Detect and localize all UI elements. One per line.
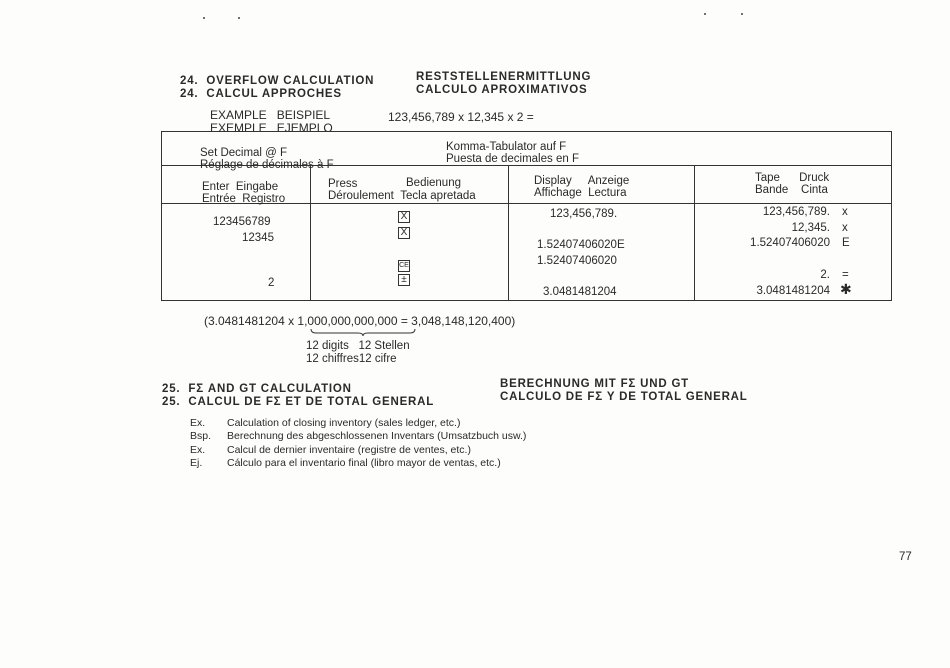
tape-value: 3.0481481204: [756, 285, 830, 297]
display-value: 1.52407406020E: [537, 239, 625, 251]
setting-en: Set Decimal @ F: [200, 147, 288, 159]
display-value: 3.0481481204: [543, 286, 617, 298]
setting-de: Komma-Tabulator auf F: [446, 141, 567, 153]
example-formula: 123,456,789 x 12,345 x 2 =: [388, 110, 534, 124]
section24-heading-de: RESTSTELLENERMITTLUNG: [416, 71, 592, 83]
tape-symbol: ✱: [840, 281, 852, 297]
multiply-key-icon: X: [398, 211, 410, 223]
example-line: Ej. Cálculo para el inventario final (libro mayor de ventas, etc.): [190, 457, 501, 469]
tape-symbol: =: [842, 269, 849, 281]
section25-heading-fr: 25. CALCUL DE FΣ ET DE TOTAL GENERAL: [162, 396, 435, 408]
digits-brace-icon: [310, 328, 416, 337]
scan-speck: [238, 17, 240, 19]
tape-value: 12,345.: [791, 222, 830, 234]
header-display-en-de: Display Anzeige: [534, 175, 630, 187]
tape-value: 1.52407406020: [750, 237, 830, 249]
scan-speck: [741, 13, 743, 15]
section24-heading-fr: 24. CALCUL APPROCHES: [180, 88, 342, 100]
example-line: Bsp. Berechnung des abgeschlossenen Inventars (Umsatzbuch usw.): [190, 430, 527, 442]
digits-en-de: 12 digits 12 Stellen: [306, 340, 410, 352]
header-enter-fr-es: Entrée Registro: [202, 193, 286, 205]
example-line: Ex. Calculation of closing inventory (sales ledger, etc.): [190, 417, 461, 429]
display-value: 123,456,789.: [550, 208, 618, 220]
entry-value: 123456789: [213, 216, 271, 228]
entry-value: 2: [268, 277, 275, 289]
tape-symbol: E: [842, 237, 850, 249]
calculation-table: [161, 131, 892, 301]
scan-speck: [704, 13, 706, 15]
plus-equals-key-icon: ±: [398, 274, 410, 286]
header-press-en: Press: [328, 178, 358, 190]
example-label-en-de: EXAMPLE BEISPIEL: [210, 108, 331, 122]
digits-fr-es: 12 chiffres12 cifre: [306, 353, 397, 365]
header-tape-fr-es: Bande Cinta: [755, 184, 828, 196]
header-display-fr-es: Affichage Lectura: [534, 187, 627, 199]
section25-heading-de: BERECHNUNG MIT FΣ UND GT: [500, 378, 690, 390]
page-number: 77: [899, 551, 912, 563]
setting-fr: Réglage de décimales à F: [200, 159, 334, 171]
multiply-key-icon: X: [398, 227, 410, 239]
header-press-fr-es: Déroulement Tecla apretada: [328, 190, 476, 202]
header-press-de: Bedienung: [406, 177, 461, 189]
table-column-divider: [310, 165, 311, 301]
tape-symbol: x: [842, 222, 848, 234]
setting-es: Puesta de decimales en F: [446, 153, 579, 165]
table-column-divider: [694, 165, 695, 301]
section25-heading-en: 25. FΣ AND GT CALCULATION: [162, 383, 352, 395]
scan-speck: [203, 17, 205, 19]
display-value: 1.52407406020: [537, 255, 617, 267]
table-column-divider: [508, 165, 509, 301]
section24-heading-es: CALCULO APROXIMATIVOS: [416, 84, 588, 96]
entry-value: 12345: [242, 232, 274, 244]
header-tape-en-de: Tape Druck: [755, 172, 830, 184]
tape-value: 2.: [820, 269, 830, 281]
header-enter-en-de: Enter Eingabe: [202, 181, 279, 193]
clear-entry-key-icon: CE: [398, 260, 410, 272]
example-label-fr-es: EXEMPLE EJEMPLO: [210, 121, 333, 135]
overflow-note: (3.0481481204 x 1,000,000,000,000 = 3,048,148,120,400): [204, 314, 516, 328]
tape-symbol: x: [842, 206, 848, 218]
tape-value: 123,456,789.: [762, 206, 830, 218]
section24-heading-en: 24. OVERFLOW CALCULATION: [180, 75, 375, 87]
example-line: Ex. Calcul de dernier inventaire (registre de ventes, etc.): [190, 444, 471, 456]
section25-heading-es: CALCULO DE FΣ Y DE TOTAL GENERAL: [500, 391, 748, 403]
